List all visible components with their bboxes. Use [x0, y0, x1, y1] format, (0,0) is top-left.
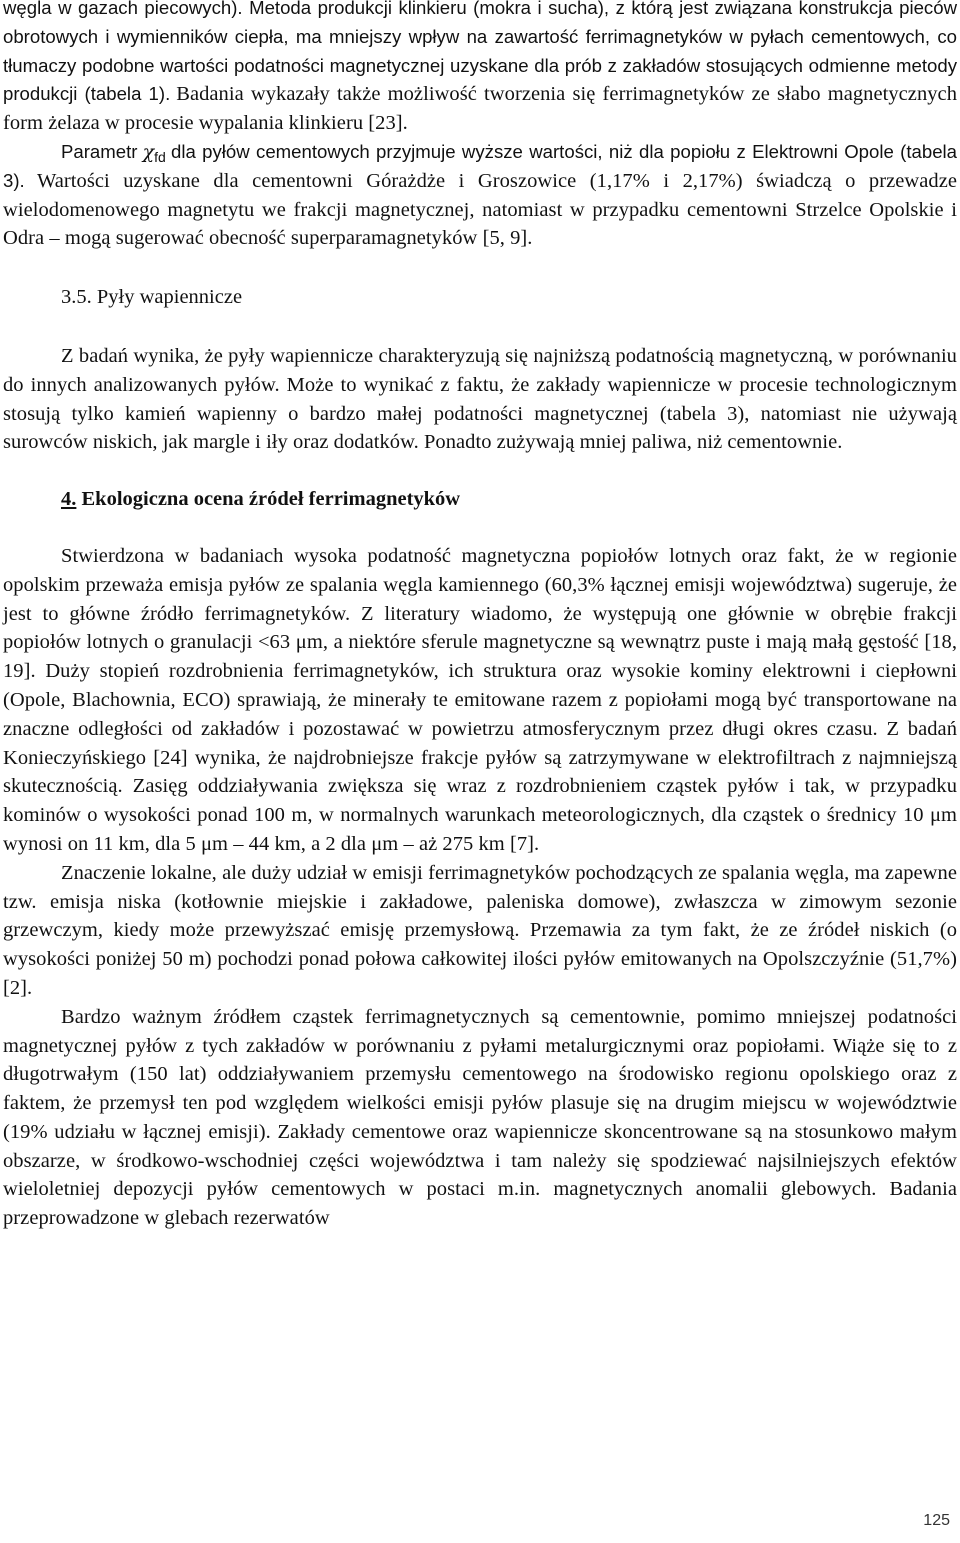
paragraph-text-sans: dla pyłów cementowych przyjmuje wyższe wartości, niż dla popiołu z Elektrowni Opole (tabela 3). [3, 140, 958, 191]
page-number: 125 [923, 1512, 950, 1529]
section-heading-4 [61, 485, 957, 514]
paragraph-lime-dust: Z badań wynika, że pyły wapiennicze charakteryzują się najniższą podatnością magnetyczną, w porównaniu do innych analizowanych pyłów. Może to wynikać z faktu, że zakłady wapiennicze w procesie technologicznym stosują tylko kamień wapienny o bardzo małej podatności magnetycznej (tabela 3), natomiast nie używają surowców niskich, jak margle i iły oraz dodatków. Ponadto zużywają mniej paliwa, niż cementownie. [3, 344, 957, 454]
paragraph-chi-parameter [3, 138, 957, 253]
paragraph-cement-production [3, 0, 957, 138]
chi-symbol: χ [142, 140, 155, 163]
section-heading-3-5: 3.5. Pyły wapiennicze [61, 286, 243, 309]
paragraph-text-serif: Wartości uzyskane dla cementowni Górażdże i Groszowice (1,17% i 2,17%) świadczą o przewadze wielodomenowego magnetytu we frakcji magnetycznej, natomiast w przypadku cementowni Strzelce Opolskie i Odra – mogą sugerować obecność superparamagnetyków [5, 9]. [3, 169, 957, 250]
paragraph-text-sans: węgla w gazach piecowych). Metoda produkcji klinkieru (mokra i sucha), z którą jest związana konstrukcja pieców obrotowych i wymienników ciepła, ma mniejszy wpływ na zawartość ferrimagnetyków w pyłach cementowych, co tłumaczy podobne wartości podatności magnetycznej uzyskane dla prób z zakładów stosujących odmienne metody produkcji (tabela 1). [3, 0, 957, 105]
paragraph-cement-plants: Bardzo ważnym źródłem cząstek ferrimagnetycznych są cementownie, pomimo mniejszej podatności magnetycznej pyłów z tych zakładów w porównaniu z pyłami metalurgicznymi oraz popiołami. Wiąże się to z długotrwałym (150 lat) oddziaływaniem przemysłu cementowego na środowisko regionu opolskiego oraz z faktem, że przemysł ten pod względem wielkości emisji pyłów plasuje się na drugim miejscu w województwie (19% udziału w łącznej emisji). Zakłady cementowe oraz wapiennicze skoncentrowane są na stosunkowo małym obszarze, w środkowo-wschodniej części województwa i tam należy się spodziewać najsilniejszych efektów wieloletniej depozycji pyłów cementowych w postaci m.in. magnetycznych anomalii glebowych. Badania przeprowadzone w glebach rezerwatów [3, 1005, 957, 1230]
page-content [3, 0, 957, 1233]
spacer [3, 514, 957, 542]
section-number: 4. [61, 488, 77, 511]
paragraph-text-serif: Badania wykazały także możliwość tworzenia się ferrimagnetyków ze słabo magnetycznych form żelaza w procesie wypalania klinkieru [23]. [3, 83, 958, 135]
section-title: Ekologiczna ocena źródeł ferrimagnetyków [81, 488, 461, 511]
chi-subscript: fd [154, 148, 166, 165]
paragraph-low-emission: Znaczenie lokalne, ale duży udział w emisji ferrimagnetyków pochodzących ze spalania węgla, ma zapewne tzw. emisja niska (kotłownie miejskie i zakładowe, paleniska domowe), zwłaszcza w zimowym sezonie grzewczym, kiedy może przewyższać emisję przemysłową. Przemawia za tym fakt, że ze źródeł niskich (o wysokości poniżej 50 m) pochodzi ponad połowa całkowitej ilości pyłów emitowanych na Opolszczyźnie (51,7%) [2]. [3, 861, 957, 999]
spacer [3, 253, 957, 283]
paragraph-text-prefix: Parametr [61, 140, 138, 162]
paragraph-fly-ash: Stwierdzona w badaniach wysoka podatność magnetyczna popiołów lotnych oraz fakt, że w regionie opolskim przeważa emisja pyłów ze spalania węgla kamiennego (60,3% łącznej emisji województwa) sugeruje, że jest to główne źródło ferrimagnetyków. Z literatury wiadomo, że występują one głównie w obrębie frakcji popiołów lotnych o granulacji <63 μm, a niektóre sferule magnetyczne są wewnątrz puste i mają małą gęstość [18, 19]. Duży stopień rozdrobnienia ferrimagnetyków, ich struktura oraz wysokie kominy elektrowni i ciepłowni (Opole, Blachownia, ECO) sprawiają, że minerały te emitowane razem z popiołami mogą być transportowane na znaczne odległości od zakładów i pozostawać w powietrzu atmosferycznym przez długi okres czasu. Z badań Konieczyńskiego [24] wynika, że najdrobniejsze frakcje pyłów są zatrzymywane w elektrofiltrach z najmniejszą skutecznością. Zasięg oddziaływania zwiększa się wraz z rozdrobnieniem cząstek pyłów i tak, w przypadku kominów o wysokości ponad 100 m, w normalnych warunkach meteorologicznych, dla cząstek o średnicy 10 μm wynosi on 11 km, dla 5 μm – 44 km, a 2 dla μm – aż 275 km [7]. [3, 544, 957, 855]
spacer [3, 457, 957, 485]
spacer [3, 312, 957, 342]
